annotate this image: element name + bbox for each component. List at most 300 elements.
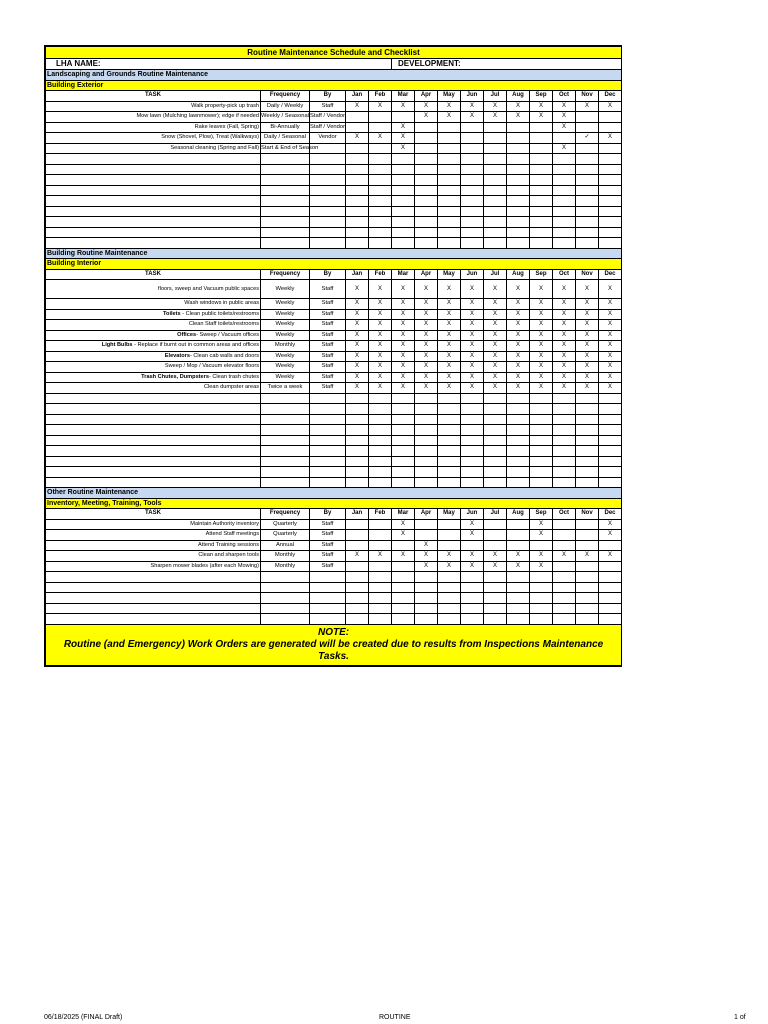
blank-cell	[310, 404, 346, 415]
month-check-cell	[392, 561, 415, 572]
blank-cell	[530, 164, 553, 175]
month-check-cell	[346, 143, 369, 154]
blank-cell	[261, 206, 310, 217]
blank-cell	[461, 456, 484, 467]
month-check-cell: X	[415, 561, 438, 572]
blank-cell	[507, 154, 530, 165]
month-check-cell: X	[530, 372, 553, 383]
month-check-cell: X	[553, 551, 576, 562]
task-text: Mow lawn (Mulching lawnmower); edge if needed	[136, 113, 259, 119]
blank-cell	[553, 446, 576, 457]
blank-cell	[310, 467, 346, 478]
month-check-cell: X	[599, 530, 622, 541]
month-check-cell: X	[507, 330, 530, 341]
blank-cell	[415, 217, 438, 228]
blank-cell	[438, 154, 461, 165]
by-column-header: By	[310, 269, 346, 280]
month-check-cell: X	[484, 112, 507, 123]
blank-cell	[369, 572, 392, 583]
blank-cell	[484, 206, 507, 217]
by-cell: Staff	[310, 299, 346, 310]
blank-cell	[553, 414, 576, 425]
blank-cell	[392, 393, 415, 404]
month-check-cell: X	[438, 551, 461, 562]
month-check-cell	[576, 561, 599, 572]
month-check-cell: X	[576, 330, 599, 341]
blank-cell	[484, 477, 507, 488]
blank-cell	[369, 456, 392, 467]
month-check-cell	[369, 143, 392, 154]
month-header-mar: Mar	[392, 269, 415, 280]
task-row	[46, 341, 622, 352]
task-text: - Clean cab walls and doors	[189, 352, 259, 359]
month-check-cell: X	[530, 551, 553, 562]
month-check-cell: X	[576, 341, 599, 352]
month-check-cell: X	[507, 112, 530, 123]
task-text: Seasonal cleaning (Spring and Fall)	[170, 144, 259, 151]
month-check-cell: X	[484, 320, 507, 331]
month-check-cell	[438, 133, 461, 144]
blank-cell	[507, 175, 530, 186]
blank-cell	[553, 467, 576, 478]
month-check-cell	[599, 143, 622, 154]
blank-row	[46, 217, 622, 228]
blank-row	[46, 414, 622, 425]
month-check-cell	[484, 143, 507, 154]
blank-cell	[599, 164, 622, 175]
blank-cell	[46, 185, 261, 196]
month-check-cell: X	[507, 383, 530, 394]
month-check-cell: X	[392, 551, 415, 562]
blank-cell	[438, 446, 461, 457]
month-check-cell	[507, 530, 530, 541]
blank-cell	[310, 414, 346, 425]
blank-cell	[310, 217, 346, 228]
blank-cell	[507, 217, 530, 228]
blank-cell	[392, 425, 415, 436]
blank-cell	[484, 425, 507, 436]
blank-cell	[553, 227, 576, 238]
blank-cell	[369, 477, 392, 488]
blank-cell	[576, 175, 599, 186]
blank-row	[46, 456, 622, 467]
blank-cell	[346, 435, 369, 446]
month-check-cell: X	[415, 309, 438, 320]
blank-cell	[346, 414, 369, 425]
blank-cell	[261, 477, 310, 488]
blank-cell	[310, 582, 346, 593]
blank-cell	[599, 154, 622, 165]
month-check-cell: X	[599, 519, 622, 530]
blank-cell	[438, 393, 461, 404]
blank-cell	[576, 217, 599, 228]
task-text: - Sweep / Vacuum offices	[196, 331, 259, 338]
month-check-cell	[461, 143, 484, 154]
section-title: Landscaping and Grounds Routine Maintenance	[46, 70, 622, 81]
blank-cell	[484, 185, 507, 196]
month-header-aug: Aug	[507, 91, 530, 102]
month-check-cell: X	[392, 309, 415, 320]
month-check-cell: X	[553, 330, 576, 341]
blank-cell	[261, 196, 310, 207]
blank-row	[46, 196, 622, 207]
blank-cell	[461, 227, 484, 238]
blank-cell	[507, 414, 530, 425]
task-cell	[46, 112, 261, 123]
month-check-cell	[369, 561, 392, 572]
blank-cell	[261, 154, 310, 165]
blank-cell	[392, 446, 415, 457]
blank-cell	[46, 467, 261, 478]
blank-cell	[461, 238, 484, 249]
month-check-cell: X	[484, 561, 507, 572]
blank-cell	[415, 477, 438, 488]
blank-cell	[507, 238, 530, 249]
blank-cell	[392, 572, 415, 583]
frequency-cell: Quarterly	[261, 519, 310, 530]
month-check-cell: X	[438, 299, 461, 310]
month-check-cell: X	[553, 143, 576, 154]
month-check-cell: X	[599, 101, 622, 112]
month-header-feb: Feb	[369, 269, 392, 280]
month-check-cell: X	[553, 383, 576, 394]
blank-cell	[438, 467, 461, 478]
task-row	[46, 122, 622, 133]
footer-page-number: 1 of	[734, 1014, 746, 1021]
month-check-cell: X	[346, 280, 369, 299]
sheet-title: Routine Maintenance Schedule and Checklist	[46, 47, 622, 59]
blank-cell	[599, 175, 622, 186]
frequency-cell: Monthly	[261, 561, 310, 572]
blank-cell	[507, 404, 530, 415]
blank-cell	[553, 206, 576, 217]
blank-cell	[484, 164, 507, 175]
task-cell	[46, 530, 261, 541]
frequency-cell: Monthly	[261, 341, 310, 352]
blank-cell	[576, 593, 599, 604]
blank-cell	[438, 572, 461, 583]
blank-cell	[530, 477, 553, 488]
blank-cell	[346, 227, 369, 238]
blank-cell	[576, 154, 599, 165]
blank-cell	[576, 425, 599, 436]
month-check-cell	[576, 519, 599, 530]
by-column-header: By	[310, 91, 346, 102]
blank-cell	[599, 414, 622, 425]
blank-cell	[346, 593, 369, 604]
month-check-cell: X	[530, 309, 553, 320]
by-cell: Staff / Vendor	[310, 122, 346, 133]
blank-cell	[530, 206, 553, 217]
month-check-cell	[346, 540, 369, 551]
blank-cell	[599, 393, 622, 404]
month-check-cell: X	[392, 143, 415, 154]
month-check-cell	[346, 112, 369, 123]
month-check-cell: X	[346, 320, 369, 331]
blank-cell	[553, 185, 576, 196]
section-row	[46, 70, 622, 81]
blank-cell	[369, 196, 392, 207]
month-check-cell: X	[599, 299, 622, 310]
blank-cell	[530, 614, 553, 625]
blank-cell	[346, 185, 369, 196]
month-check-cell: X	[599, 133, 622, 144]
frequency-cell: Weekly	[261, 362, 310, 373]
blank-cell	[576, 196, 599, 207]
blank-cell	[261, 227, 310, 238]
month-check-cell: X	[392, 101, 415, 112]
month-check-cell: X	[553, 372, 576, 383]
blank-cell	[530, 196, 553, 207]
note-title: NOTE:	[317, 626, 350, 638]
month-check-cell: X	[484, 341, 507, 352]
month-check-cell: X	[484, 551, 507, 562]
blank-cell	[576, 435, 599, 446]
month-check-cell: X	[369, 330, 392, 341]
by-cell: Staff	[310, 519, 346, 530]
by-cell: Staff	[310, 309, 346, 320]
blank-cell	[553, 435, 576, 446]
blank-cell	[46, 446, 261, 457]
month-check-cell: X	[415, 383, 438, 394]
task-row	[46, 101, 622, 112]
blank-cell	[599, 227, 622, 238]
month-check-cell	[369, 519, 392, 530]
month-check-cell: X	[576, 299, 599, 310]
blank-cell	[553, 582, 576, 593]
task-cell	[46, 341, 261, 352]
month-check-cell: X	[369, 351, 392, 362]
blank-cell	[484, 603, 507, 614]
month-check-cell	[346, 122, 369, 133]
blank-cell	[530, 154, 553, 165]
by-cell: Staff	[310, 341, 346, 352]
month-check-cell: X	[392, 372, 415, 383]
blank-cell	[438, 593, 461, 604]
blank-cell	[46, 614, 261, 625]
blank-cell	[310, 425, 346, 436]
month-check-cell: X	[346, 372, 369, 383]
task-row	[46, 351, 622, 362]
task-text: - Clean trash chutes	[208, 373, 259, 380]
month-header-nov: Nov	[576, 269, 599, 280]
blank-cell	[530, 572, 553, 583]
blank-row	[46, 227, 622, 238]
month-header-oct: Oct	[553, 269, 576, 280]
task-row	[46, 320, 622, 331]
blank-cell	[392, 154, 415, 165]
by-cell: Staff	[310, 351, 346, 362]
blank-cell	[369, 217, 392, 228]
blank-cell	[415, 196, 438, 207]
month-check-cell: X	[599, 362, 622, 373]
task-text: Maintain Authority inventory	[190, 520, 259, 527]
blank-cell	[392, 206, 415, 217]
blank-row	[46, 154, 622, 165]
month-header-feb: Feb	[369, 91, 392, 102]
month-check-cell	[346, 530, 369, 541]
month-header-nov: Nov	[576, 509, 599, 520]
month-check-cell	[576, 112, 599, 123]
blank-cell	[576, 582, 599, 593]
month-check-cell: X	[507, 561, 530, 572]
by-cell: Staff	[310, 101, 346, 112]
by-cell: Staff / Vendor	[310, 112, 346, 123]
month-header-aug: Aug	[507, 269, 530, 280]
blank-cell	[553, 425, 576, 436]
blank-cell	[415, 603, 438, 614]
task-row	[46, 143, 622, 154]
month-check-cell: X	[484, 362, 507, 373]
blank-cell	[346, 425, 369, 436]
blank-cell	[530, 175, 553, 186]
blank-cell	[392, 175, 415, 186]
blank-cell	[392, 414, 415, 425]
task-row	[46, 561, 622, 572]
blank-row	[46, 477, 622, 488]
task-cell	[46, 309, 261, 320]
month-check-cell: X	[369, 383, 392, 394]
blank-cell	[576, 446, 599, 457]
blank-cell	[484, 154, 507, 165]
month-header-dec: Dec	[599, 91, 622, 102]
blank-cell	[369, 238, 392, 249]
blank-cell	[369, 467, 392, 478]
month-check-cell	[438, 519, 461, 530]
month-check-cell	[438, 540, 461, 551]
task-cell	[46, 122, 261, 133]
month-check-cell: X	[507, 351, 530, 362]
task-bold-label: Trash Chutes, Dumpsters	[141, 373, 209, 380]
month-check-cell	[415, 122, 438, 133]
blank-cell	[553, 217, 576, 228]
month-check-cell: X	[553, 341, 576, 352]
blank-row	[46, 614, 622, 625]
month-check-cell: X	[507, 320, 530, 331]
month-check-cell: X	[484, 101, 507, 112]
month-check-cell: X	[599, 341, 622, 352]
month-check-cell: X	[369, 309, 392, 320]
blank-cell	[507, 582, 530, 593]
blank-cell	[599, 477, 622, 488]
month-check-cell: X	[484, 299, 507, 310]
blank-cell	[346, 467, 369, 478]
month-check-cell: X	[461, 383, 484, 394]
frequency-cell: Annual	[261, 540, 310, 551]
frequency-column-header: Frequency	[261, 91, 310, 102]
blank-cell	[261, 393, 310, 404]
blank-cell	[438, 206, 461, 217]
month-check-cell: X	[530, 362, 553, 373]
blank-cell	[369, 614, 392, 625]
month-check-cell	[599, 122, 622, 133]
month-check-cell: X	[369, 133, 392, 144]
blank-cell	[576, 456, 599, 467]
blank-cell	[438, 582, 461, 593]
blank-cell	[415, 154, 438, 165]
blank-cell	[46, 196, 261, 207]
month-check-cell	[484, 133, 507, 144]
blank-cell	[46, 154, 261, 165]
blank-cell	[553, 456, 576, 467]
blank-cell	[599, 603, 622, 614]
month-check-cell: X	[392, 299, 415, 310]
month-check-cell: X	[369, 320, 392, 331]
task-text: - Clean public toilets/restrooms	[180, 310, 259, 317]
subsection-row	[46, 80, 622, 91]
blank-cell	[346, 206, 369, 217]
blank-cell	[310, 603, 346, 614]
frequency-cell: Weekly	[261, 351, 310, 362]
task-cell	[46, 143, 261, 154]
task-text: Sharpen mower blades (after each Mowing)	[150, 562, 259, 569]
blank-cell	[392, 456, 415, 467]
blank-cell	[576, 467, 599, 478]
month-check-cell: X	[530, 101, 553, 112]
month-check-cell: X	[507, 309, 530, 320]
month-check-cell: X	[438, 362, 461, 373]
task-column-header: TASK	[46, 509, 261, 520]
blank-cell	[461, 593, 484, 604]
blank-cell	[461, 175, 484, 186]
blank-cell	[461, 435, 484, 446]
blank-cell	[530, 467, 553, 478]
blank-cell	[599, 467, 622, 478]
development-label: DEVELOPMENT:	[392, 59, 622, 70]
month-check-cell	[553, 561, 576, 572]
task-row	[46, 133, 622, 144]
blank-cell	[415, 425, 438, 436]
blank-cell	[530, 603, 553, 614]
blank-cell	[415, 414, 438, 425]
frequency-cell: Monthly	[261, 551, 310, 562]
blank-cell	[438, 185, 461, 196]
month-header-apr: Apr	[415, 269, 438, 280]
footer-date: 06/18/2025 (FINAL Draft)	[44, 1014, 123, 1021]
month-check-cell: X	[415, 540, 438, 551]
month-check-cell	[415, 133, 438, 144]
blank-cell	[507, 467, 530, 478]
blank-cell	[553, 196, 576, 207]
blank-cell	[599, 572, 622, 583]
blank-cell	[346, 164, 369, 175]
month-check-cell: X	[369, 101, 392, 112]
blank-cell	[392, 593, 415, 604]
blank-cell	[461, 467, 484, 478]
blank-cell	[392, 614, 415, 625]
month-check-cell: X	[530, 280, 553, 299]
blank-cell	[46, 603, 261, 614]
blank-cell	[438, 238, 461, 249]
frequency-cell: Weekly	[261, 299, 310, 310]
month-check-cell: X	[346, 299, 369, 310]
month-check-cell: X	[553, 351, 576, 362]
month-check-cell: X	[346, 309, 369, 320]
frequency-cell: Start & End of Season	[261, 143, 310, 154]
blank-cell	[46, 164, 261, 175]
month-check-cell: X	[507, 372, 530, 383]
month-check-cell: X	[576, 383, 599, 394]
blank-cell	[261, 217, 310, 228]
blank-cell	[369, 446, 392, 457]
month-header-feb: Feb	[369, 509, 392, 520]
task-column-header: TASK	[46, 269, 261, 280]
blank-cell	[392, 467, 415, 478]
subsection-row	[46, 259, 622, 270]
blank-cell	[392, 582, 415, 593]
blank-cell	[346, 446, 369, 457]
month-check-cell: X	[461, 372, 484, 383]
